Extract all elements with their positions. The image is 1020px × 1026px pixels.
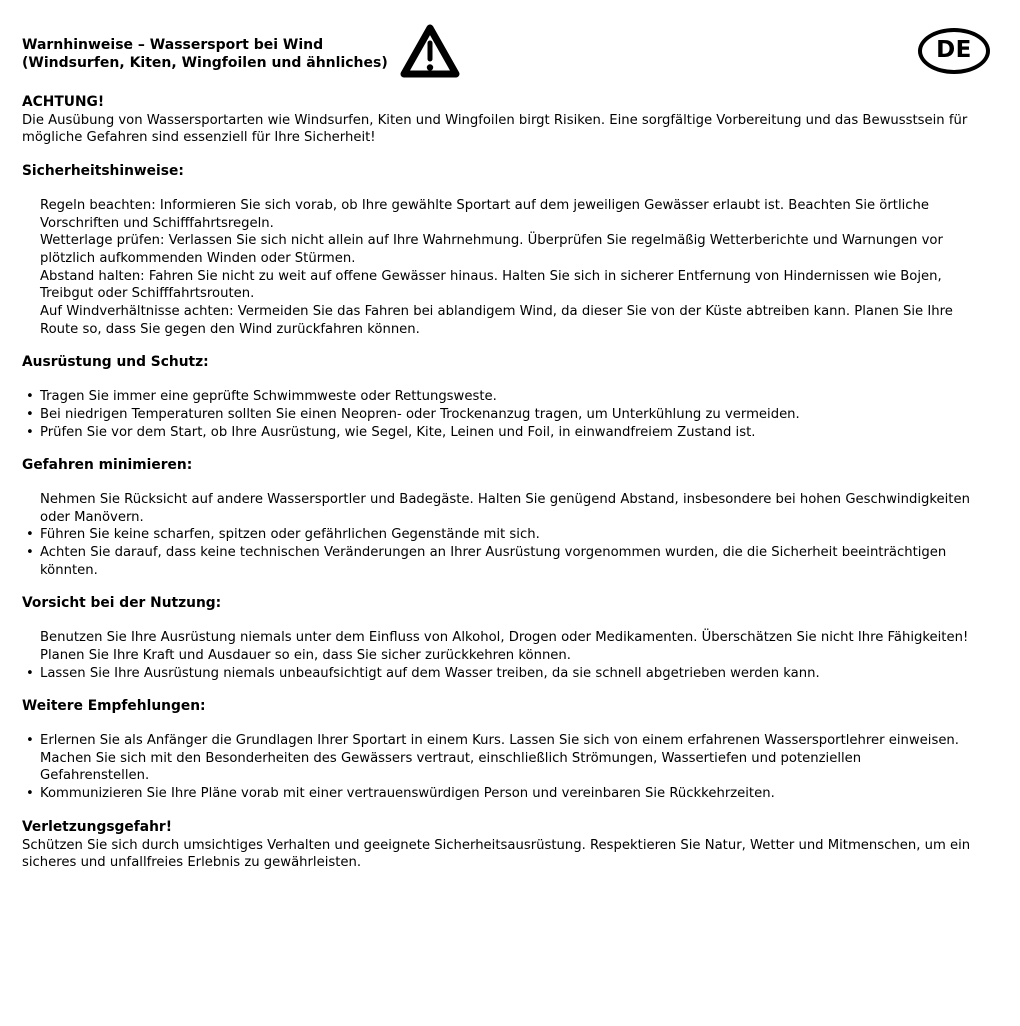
section-ausruestung-und-schutz xyxy=(22,354,974,441)
item-text: Bei niedrigen Temperaturen sollten Sie einen Neopren- oder Trockenanzug tragen, um Unterkühlung zu vermeiden. xyxy=(40,406,800,422)
item-text: Wetterlage prüfen: Verlassen Sie sich nicht allein auf Ihre Wahrnehmung. Überprüfen Sie regelmäßig Wetterberichte und Warnungen vor plötzlich aufkommenden Winden oder Stürmen. xyxy=(40,233,943,266)
warning-triangle-icon xyxy=(398,36,462,72)
item-text: Prüfen Sie vor dem Start, ob Ihre Ausrüstung, wie Segel, Kite, Leinen und Foil, in einwandfreiem Zustand ist. xyxy=(40,424,756,440)
item-text: Kommunizieren Sie Ihre Pläne vorab mit einer vertrauenswürdigen Person und vereinbaren Sie Rückkehrzeiten. xyxy=(40,786,775,802)
document-header xyxy=(22,36,990,74)
item-text: Tragen Sie immer eine geprüfte Schwimmweste oder Rettungsweste. xyxy=(40,389,497,405)
bullet-marker: • xyxy=(26,424,34,440)
paragraph: Schützen Sie sich durch umsichtiges Verhalten und geeignete Sicherheitsausrüstung. Respektieren Sie Natur, Wetter und Mitmenschen, um ein sicheres und unfallfreies Erlebnis zu gewährleisten. xyxy=(22,837,971,871)
bullet-marker: • xyxy=(26,786,34,802)
bullet-marker: • xyxy=(26,406,34,422)
paragraph: Die Ausübung von Wassersportarten wie Windsurfen, Kiten und Wingfoilen birgt Risiken. Eine sorgfältige Vorbereitung und das Bewusstsein für mögliche Gefahren sind essenziell für Ihre Sicherheit! xyxy=(22,112,968,146)
item-text: Machen Sie sich mit den Besonderheiten des Gewässers vertraut, einschließlich Strömungen, Wassertiefen und potenziellen Gefahrenstellen. xyxy=(40,750,862,784)
item-list xyxy=(22,491,974,580)
item-text: Regeln beachten: Informieren Sie sich vorab, ob Ihre gewählte Sportart auf dem jeweiligen Gewässer erlaubt ist. Beachten Sie örtliche Vorschriften und Schifffahrtsregeln. xyxy=(40,197,930,231)
bullet-marker: • xyxy=(26,732,34,748)
section-heading: Sicherheitshinweise: xyxy=(22,163,184,180)
list-item xyxy=(22,750,974,785)
section-sicherheitshinweise xyxy=(22,163,974,338)
list-item xyxy=(22,268,974,303)
list-item xyxy=(22,665,974,683)
item-text: Erlernen Sie als Anfänger die Grundlagen Ihrer Sportart in einem Kurs. Lassen Sie sich von einem erfahrenen Wassersportlehrer einweisen. xyxy=(40,732,959,748)
bullet-marker: • xyxy=(26,527,34,543)
bullet-marker: • xyxy=(26,389,34,405)
document-title xyxy=(22,36,388,72)
section-heading: Weitere Empfehlungen: xyxy=(22,698,206,715)
list-item xyxy=(22,197,974,232)
section-heading: ACHTUNG! xyxy=(22,94,105,110)
section-heading: Ausrüstung und Schutz: xyxy=(22,354,209,371)
section-weitere-empfehlungen xyxy=(22,698,974,803)
item-text: Abstand halten: Fahren Sie nicht zu weit auf offene Gewässer hinaus. Halten Sie sich in sicherer Entfernung von Hindernissen wie Bojen, Treibgut oder Schifffahrtsrouten. xyxy=(40,268,942,302)
document-body xyxy=(22,94,974,872)
language-badge: DE xyxy=(918,28,990,74)
item-list xyxy=(22,629,974,682)
list-item xyxy=(22,732,974,750)
bullet-marker: • xyxy=(26,665,34,681)
list-item xyxy=(22,785,974,803)
item-text: Auf Windverhältnisse achten: Vermeiden Sie das Fahren bei ablandigem Wind, da dieser Sie von der Küste abtreiben kann. Planen Sie Ihre Route so, dass Sie gegen den Wind zurückfahren können. xyxy=(40,304,953,337)
section-vorsicht-bei-der-nutzung xyxy=(22,595,974,682)
bullet-marker: • xyxy=(26,545,34,561)
list-item xyxy=(22,544,974,579)
list-item xyxy=(22,303,974,338)
item-text: Führen Sie keine scharfen, spitzen oder gefährlichen Gegenstände mit sich. xyxy=(40,527,540,543)
item-text: Lassen Sie Ihre Ausrüstung niemals unbeaufsichtigt auf dem Wasser treiben, da sie schnell abgetrieben werden kann. xyxy=(40,665,820,681)
section-verletzungsgefahr xyxy=(22,819,974,872)
item-list xyxy=(22,197,974,339)
list-item xyxy=(22,388,974,406)
item-text: Nehmen Sie Rücksicht auf andere Wassersportler und Badegäste. Halten Sie genügend Abstand, insbesondere bei hohen Geschwindigkeiten oder Manövern. xyxy=(40,491,970,525)
section-heading: Verletzungsgefahr! xyxy=(22,818,172,835)
document-title-line2: (Windsurfen, Kiten, Wingfoilen und ähnliches) xyxy=(22,55,388,71)
list-item xyxy=(22,629,974,664)
list-item xyxy=(22,424,974,442)
section-heading: Vorsicht bei der Nutzung: xyxy=(22,595,222,612)
section-heading: Gefahren minimieren: xyxy=(22,457,193,474)
item-list xyxy=(22,732,974,803)
item-list xyxy=(22,388,974,441)
item-text: Benutzen Sie Ihre Ausrüstung niemals unter dem Einfluss von Alkohol, Drogen oder Medikamenten. Überschätzen Sie nicht Ihre Fähigkeiten! Planen Sie Ihre Kraft und Ausdauer so ein, dass Sie sicher zurückkehren können. xyxy=(40,630,969,663)
list-item xyxy=(22,526,974,544)
section-gefahren-minimieren xyxy=(22,457,974,579)
document-title-line1: Warnhinweise – Wassersport bei Wind xyxy=(22,37,324,53)
section-achtung xyxy=(22,94,974,147)
list-item xyxy=(22,232,974,267)
item-text: Achten Sie darauf, dass keine technischen Veränderungen an Ihrer Ausrüstung vorgenommen wurden, die die Sicherheit beeinträchtigen könnten. xyxy=(40,545,947,578)
list-item xyxy=(22,406,974,424)
list-item xyxy=(22,491,974,526)
